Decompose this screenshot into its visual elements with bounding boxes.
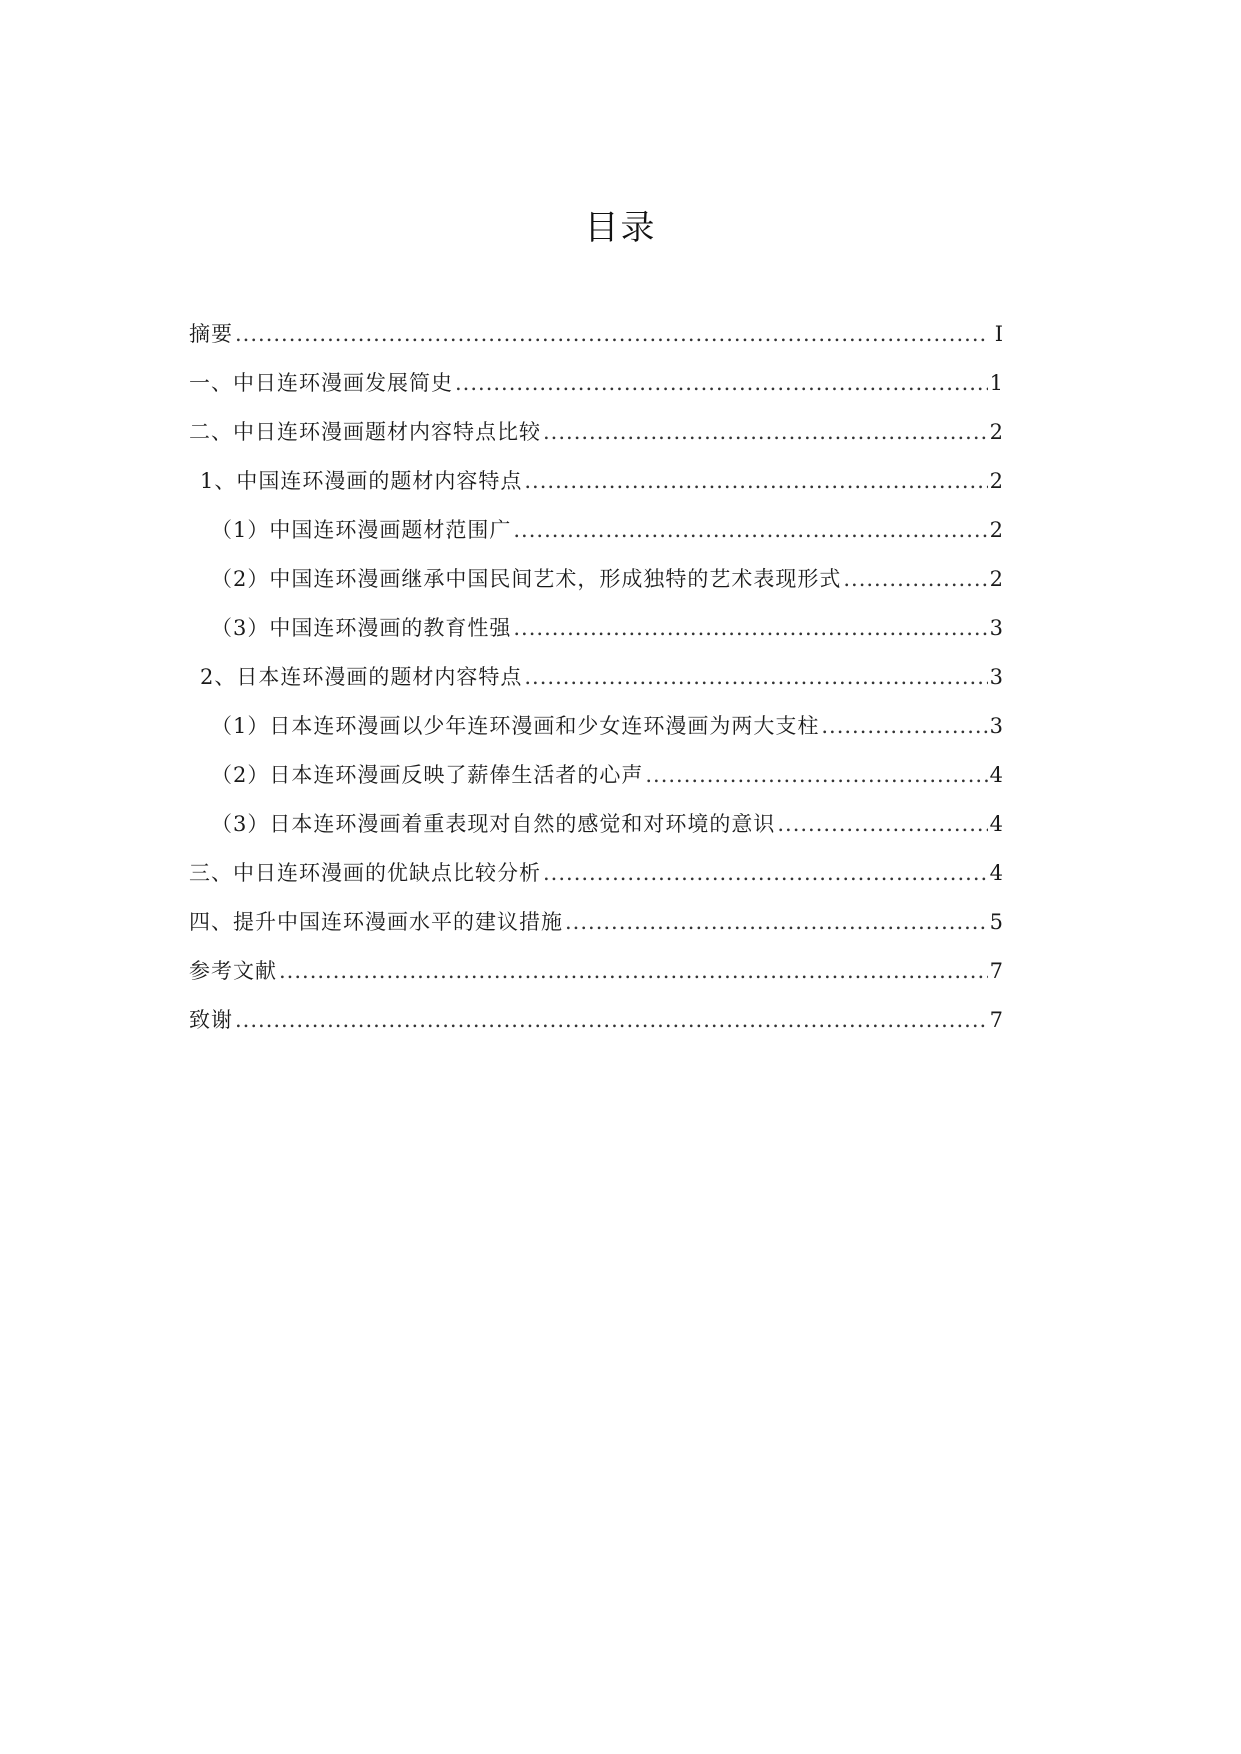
toc-page-number: I: [994, 322, 1003, 346]
toc-leader-dots: [565, 908, 988, 936]
toc-entry-text: （3）中国连环漫画的教育性强: [211, 616, 512, 640]
toc-entry-acknowledgements[interactable]: [189, 1006, 1003, 1055]
toc-page-number: 5: [989, 910, 1003, 934]
toc-entry-text: 摘要: [189, 322, 233, 346]
toc-page-number: 2: [989, 469, 1003, 493]
toc-entry-section-2-1-1[interactable]: [189, 516, 1003, 565]
toc-entry-text: 三、中日连环漫画的优缺点比较分析: [189, 861, 541, 885]
toc-entry-text: （1）中国连环漫画题材范围广: [211, 518, 512, 542]
toc-entry-section-2-2[interactable]: [189, 663, 1003, 712]
toc-entry-text: 2、日本连环漫画的题材内容特点: [200, 665, 523, 689]
toc-leader-dots: [843, 565, 987, 593]
toc-page-number: 1: [989, 371, 1003, 395]
table-of-contents: [189, 320, 1003, 1055]
toc-entry-text: 一、中日连环漫画发展简史: [189, 371, 453, 395]
toc-entry-text: （3）日本连环漫画着重表现对自然的感觉和对环境的意识: [211, 812, 776, 836]
toc-leader-dots: [279, 957, 988, 985]
toc-leader-dots: [524, 663, 987, 691]
toc-leader-dots: [821, 712, 987, 740]
toc-entry-text: （1）日本连环漫画以少年连环漫画和少女连环漫画为两大支柱: [211, 714, 820, 738]
toc-entry-text: 参考文献: [189, 959, 277, 983]
toc-entry-section-2-2-2[interactable]: [189, 761, 1003, 810]
toc-leader-dots: [543, 859, 988, 887]
toc-page-number: 3: [989, 616, 1003, 640]
toc-page-number: 7: [989, 1008, 1003, 1032]
toc-entry-section-2[interactable]: [189, 418, 1003, 467]
toc-leader-dots: [513, 614, 987, 642]
toc-entry-text: （2）中国连环漫画继承中国民间艺术，形成独特的艺术表现形式: [211, 567, 842, 591]
toc-leader-dots: [235, 1006, 988, 1034]
toc-entry-text: 四、提升中国连环漫画水平的建议措施: [189, 910, 563, 934]
toc-leader-dots: [524, 467, 987, 495]
toc-entry-text: 1、中国连环漫画的题材内容特点: [200, 469, 523, 493]
toc-entry-abstract[interactable]: [189, 320, 1003, 369]
toc-page-number: 4: [989, 763, 1003, 787]
toc-entry-text: （2）日本连环漫画反映了薪俸生活者的心声: [211, 763, 644, 787]
toc-leader-dots: [235, 320, 989, 348]
toc-entry-section-2-1-2[interactable]: [189, 565, 1003, 614]
toc-entry-section-3[interactable]: [189, 859, 1003, 908]
toc-entry-text: 二、中日连环漫画题材内容特点比较: [189, 420, 541, 444]
toc-leader-dots: [645, 761, 987, 789]
toc-entry-section-2-1[interactable]: [189, 467, 1003, 516]
toc-leader-dots: [455, 369, 988, 397]
toc-page-number: 4: [989, 812, 1003, 836]
toc-title: 目录: [584, 208, 657, 248]
toc-page-number: 2: [989, 420, 1003, 444]
toc-entry-section-2-1-3[interactable]: [189, 614, 1003, 663]
toc-entry-section-2-2-1[interactable]: [189, 712, 1003, 761]
toc-page-number: 3: [989, 714, 1003, 738]
toc-entry-section-2-2-3[interactable]: [189, 810, 1003, 859]
toc-page-number: 2: [989, 567, 1003, 591]
toc-entry-references[interactable]: [189, 957, 1003, 1006]
toc-entry-section-4[interactable]: [189, 908, 1003, 957]
toc-entry-text: 致谢: [189, 1008, 233, 1032]
toc-page-number: 3: [989, 665, 1003, 689]
toc-leader-dots: [777, 810, 987, 838]
toc-leader-dots: [543, 418, 988, 446]
toc-page-number: 7: [989, 959, 1003, 983]
toc-page-number: 4: [989, 861, 1003, 885]
toc-leader-dots: [513, 516, 987, 544]
toc-entry-section-1[interactable]: [189, 369, 1003, 418]
toc-page-number: 2: [989, 518, 1003, 542]
